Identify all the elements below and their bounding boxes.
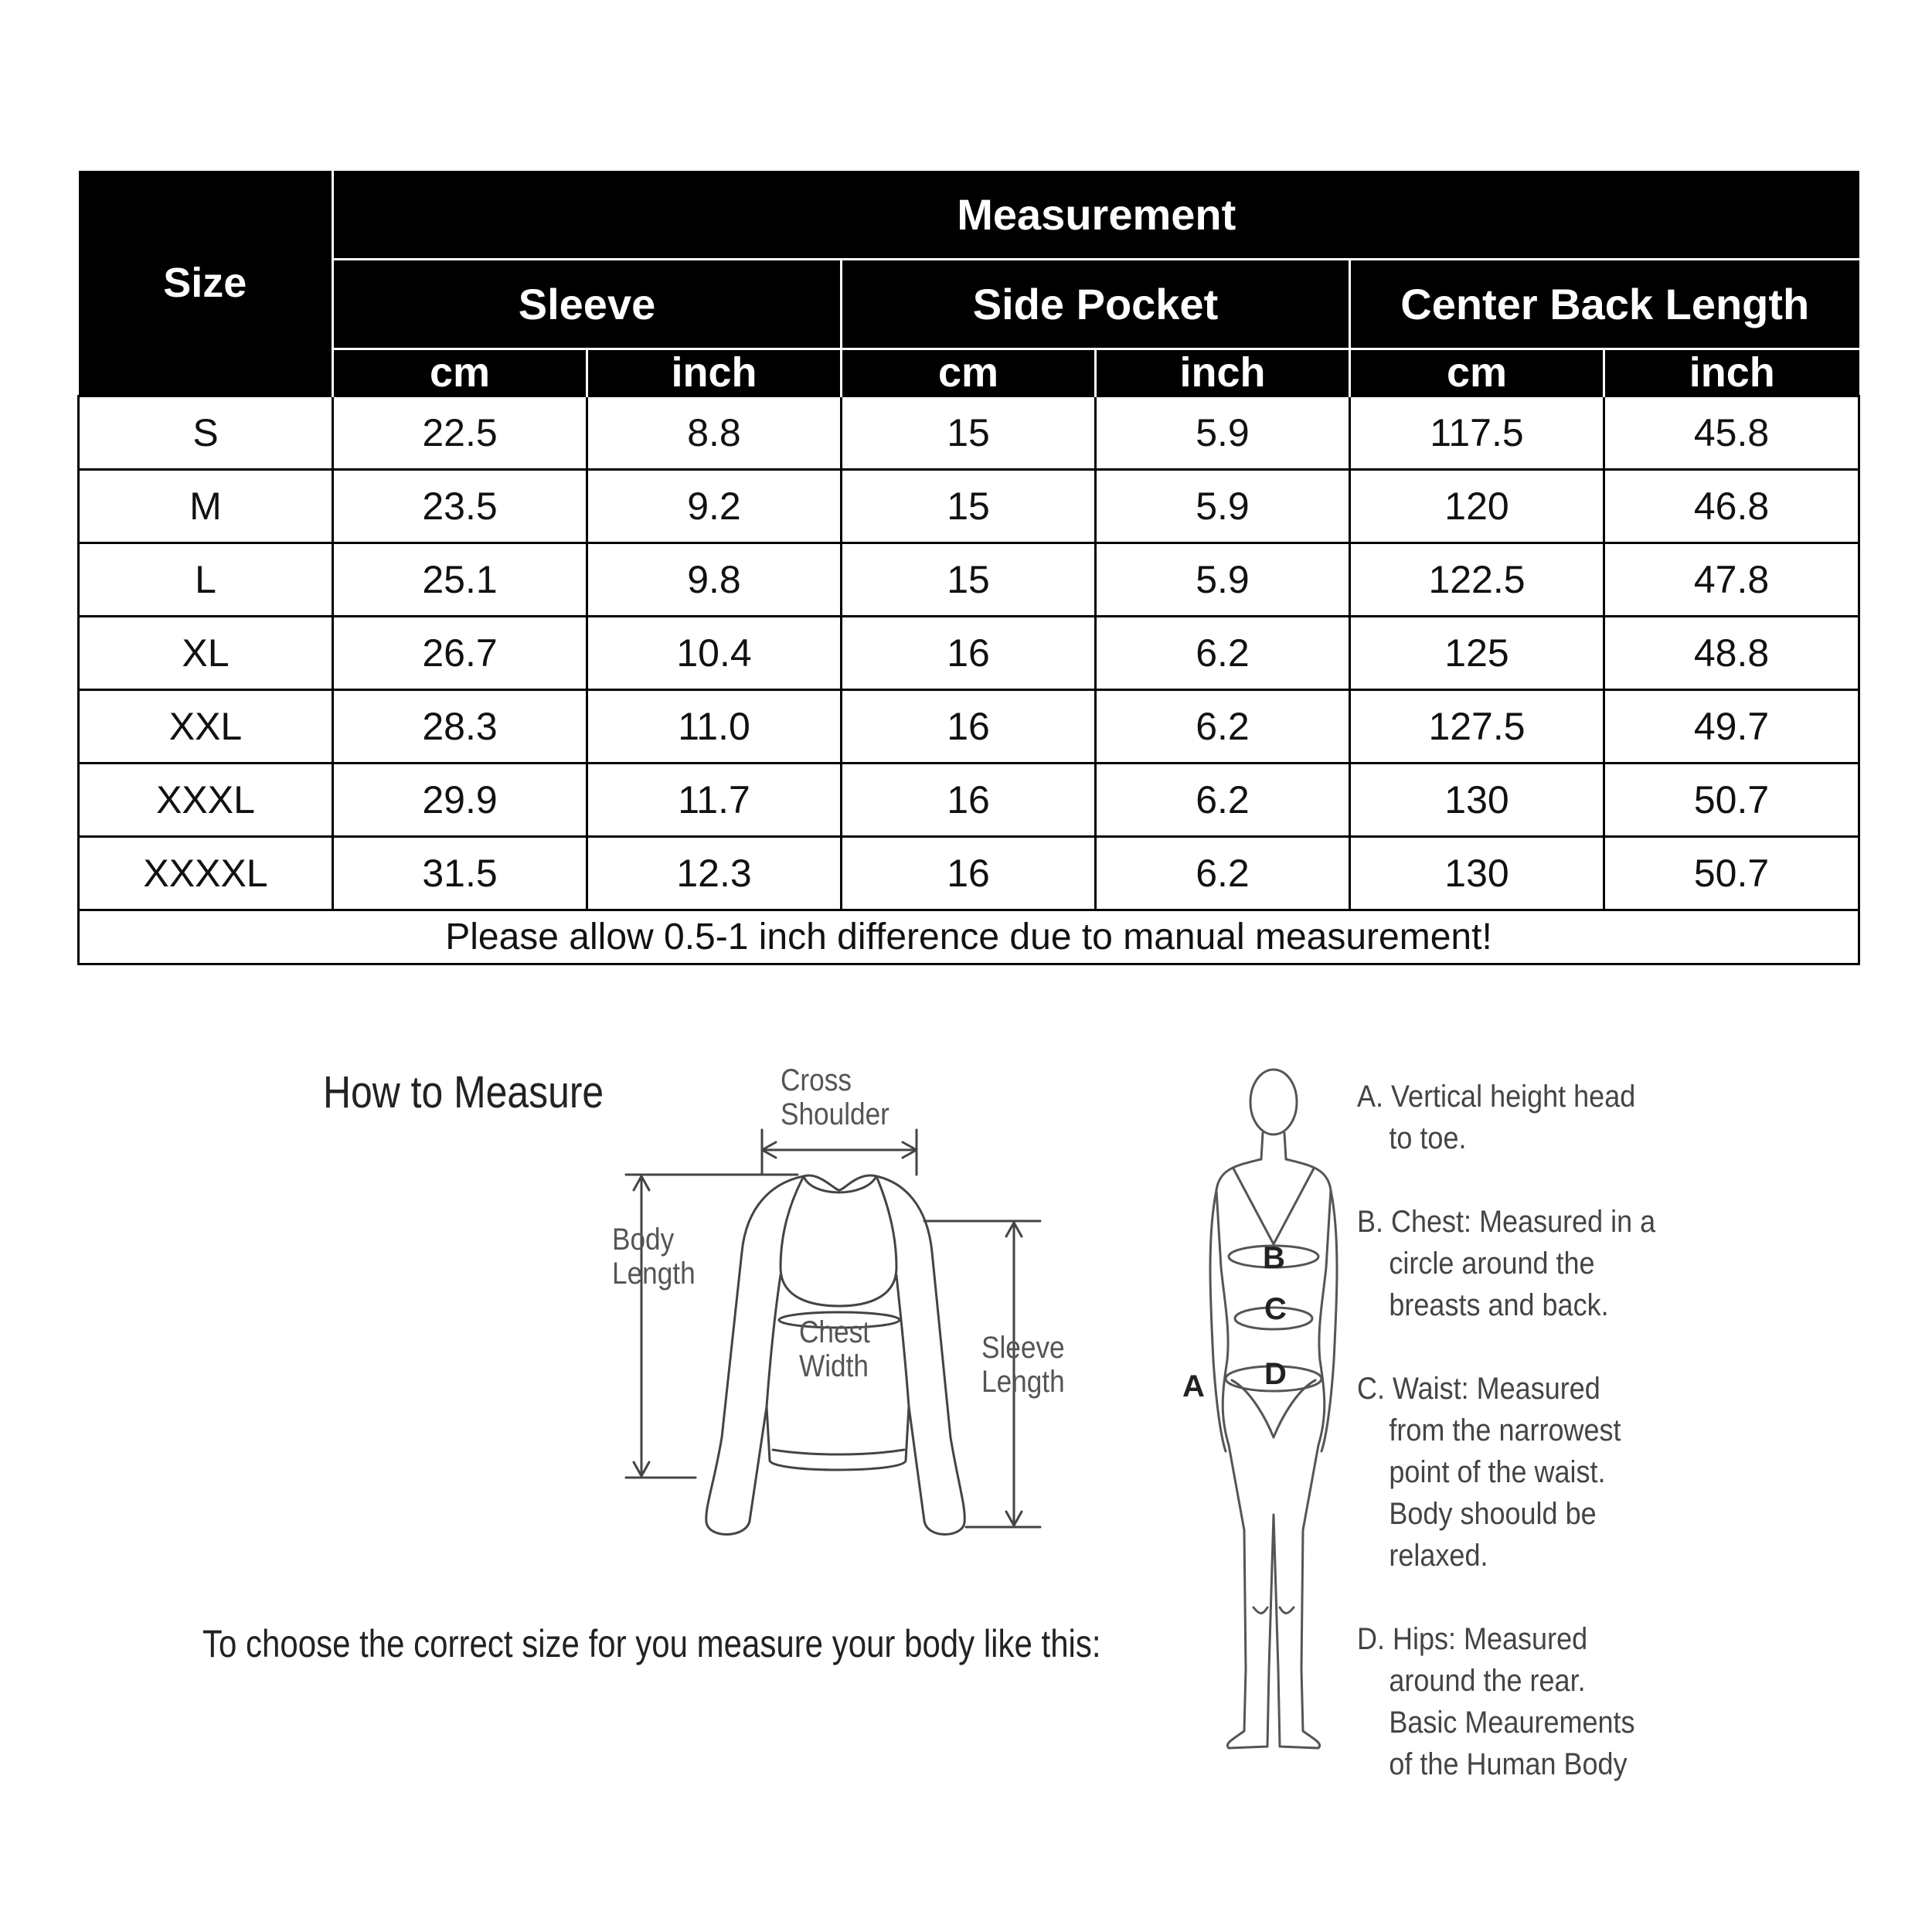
value-cell: 130 <box>1350 764 1604 837</box>
value-cell: 5.9 <box>1096 396 1350 470</box>
value-cell: 6.2 <box>1096 617 1350 690</box>
value-cell: 15 <box>842 543 1096 617</box>
body-length-label: Body Length <box>612 1223 696 1291</box>
description-b: B. Chest: Measured in a circle around the breasts and back. <box>1357 1205 1656 1322</box>
value-cell: 16 <box>842 764 1096 837</box>
measurement-note: Please allow 0.5-1 inch difference due to manual measurement! <box>79 910 1859 964</box>
body-letter-b: B <box>1263 1241 1285 1275</box>
measurement-header: Measurement <box>333 171 1859 260</box>
value-cell: 28.3 <box>333 690 587 764</box>
value-cell: 8.8 <box>587 396 842 470</box>
value-cell: 49.7 <box>1604 690 1859 764</box>
size-cell: S <box>79 396 333 470</box>
size-cell: XXL <box>79 690 333 764</box>
value-cell: 15 <box>842 396 1096 470</box>
value-cell: 6.2 <box>1096 690 1350 764</box>
group-header-center-back-length: Center Back Length <box>1350 260 1859 349</box>
value-cell: 6.2 <box>1096 837 1350 910</box>
choose-size-instruction: To choose the correct size for you measure your body like this: <box>202 1622 1101 1665</box>
value-cell: 5.9 <box>1096 543 1350 617</box>
value-cell: 15 <box>842 470 1096 543</box>
value-cell: 23.5 <box>333 470 587 543</box>
description-a: A. Vertical height head to toe. <box>1357 1080 1636 1155</box>
value-cell: 11.7 <box>587 764 842 837</box>
value-cell: 47.8 <box>1604 543 1859 617</box>
body-letter-d: D <box>1264 1357 1287 1391</box>
value-cell: 48.8 <box>1604 617 1859 690</box>
value-cell: 125 <box>1350 617 1604 690</box>
unit-header: cm <box>1350 349 1604 396</box>
value-cell: 9.2 <box>587 470 842 543</box>
unit-header: inch <box>1096 349 1350 396</box>
description-d: D. Hips: Measured around the rear. Basic Meaurements of the Human Body <box>1357 1622 1635 1781</box>
value-cell: 46.8 <box>1604 470 1859 543</box>
how-to-measure-title: How to Measure <box>323 1067 604 1117</box>
unit-header: inch <box>1604 349 1859 396</box>
body-letter-c: C <box>1264 1292 1287 1326</box>
value-cell: 50.7 <box>1604 764 1859 837</box>
value-cell: 122.5 <box>1350 543 1604 617</box>
size-cell: XXXL <box>79 764 333 837</box>
value-cell: 127.5 <box>1350 690 1604 764</box>
value-cell: 16 <box>842 690 1096 764</box>
value-cell: 120 <box>1350 470 1604 543</box>
value-cell: 26.7 <box>333 617 587 690</box>
value-cell: 130 <box>1350 837 1604 910</box>
value-cell: 6.2 <box>1096 764 1350 837</box>
unit-header: cm <box>333 349 587 396</box>
size-header: Size <box>79 171 333 396</box>
value-cell: 10.4 <box>587 617 842 690</box>
chest-width-label: Chest Width <box>799 1315 870 1383</box>
value-cell: 31.5 <box>333 837 587 910</box>
cross-shoulder-label: Cross Shoulder <box>781 1063 889 1131</box>
value-cell: 29.9 <box>333 764 587 837</box>
size-cell: XL <box>79 617 333 690</box>
size-cell: XXXXL <box>79 837 333 910</box>
group-header-side-pocket: Side Pocket <box>842 260 1350 349</box>
value-cell: 16 <box>842 617 1096 690</box>
value-cell: 16 <box>842 837 1096 910</box>
unit-header: cm <box>842 349 1096 396</box>
unit-header: inch <box>587 349 842 396</box>
group-header-sleeve: Sleeve <box>333 260 842 349</box>
value-cell: 50.7 <box>1604 837 1859 910</box>
value-cell: 22.5 <box>333 396 587 470</box>
value-cell: 12.3 <box>587 837 842 910</box>
description-c: C. Waist: Measured from the narrowest point of the waist. Body shoould be relaxed. <box>1357 1372 1621 1573</box>
value-cell: 5.9 <box>1096 470 1350 543</box>
value-cell: 11.0 <box>587 690 842 764</box>
body-letter-a: A <box>1182 1369 1205 1403</box>
value-cell: 9.8 <box>587 543 842 617</box>
value-cell: 117.5 <box>1350 396 1604 470</box>
value-cell: 25.1 <box>333 543 587 617</box>
size-cell: M <box>79 470 333 543</box>
sleeve-length-label: Sleeve Length <box>981 1331 1065 1399</box>
value-cell: 45.8 <box>1604 396 1859 470</box>
size-cell: L <box>79 543 333 617</box>
